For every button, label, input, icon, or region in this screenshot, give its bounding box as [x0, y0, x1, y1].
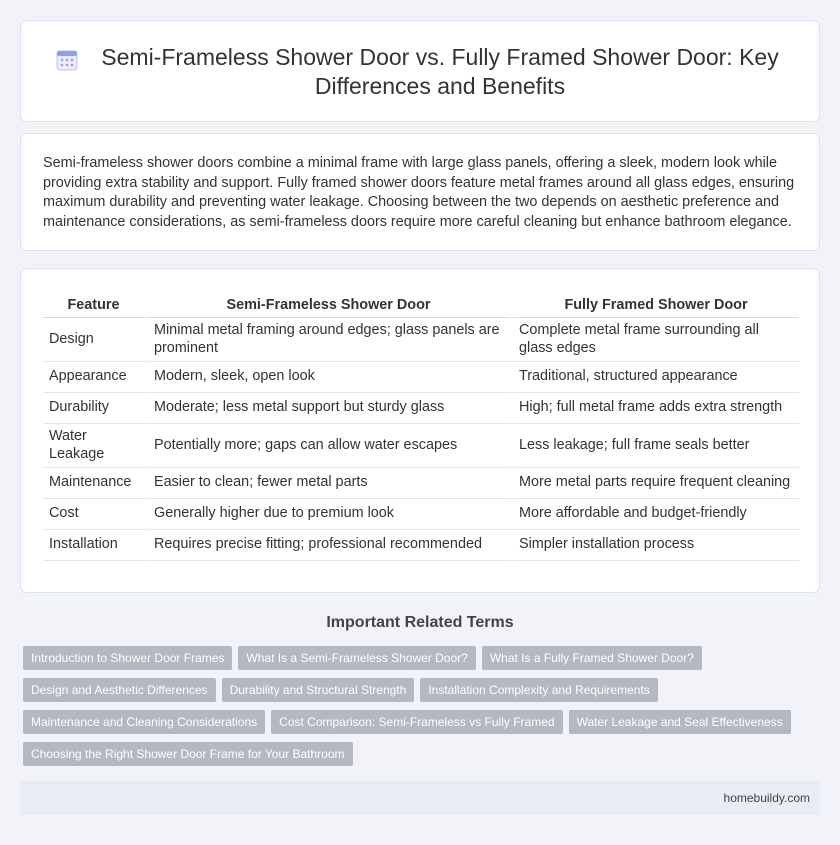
row-fully-framed: Simpler installation process [513, 530, 799, 561]
row-feature: Installation [43, 530, 148, 561]
row-fully-framed: High; full metal frame adds extra strength [513, 393, 799, 424]
related-term-tag[interactable]: Installation Complexity and Requirements [420, 678, 657, 702]
related-terms-list [23, 646, 813, 774]
table-row [43, 424, 799, 468]
row-feature: Appearance [43, 362, 148, 393]
row-fully-framed: More metal parts require frequent cleaning [513, 468, 799, 499]
related-term-tag[interactable]: Water Leakage and Seal Effectiveness [569, 710, 791, 734]
row-fully-framed: Traditional, structured appearance [513, 362, 799, 393]
row-fully-framed: Less leakage; full frame seals better [513, 424, 799, 468]
row-semi-frameless: Requires precise fitting; professional recommended [148, 530, 513, 561]
table-row [43, 318, 799, 362]
related-term-tag[interactable]: What Is a Fully Framed Shower Door? [482, 646, 702, 670]
row-feature: Design [43, 318, 148, 362]
table-row [43, 393, 799, 424]
row-feature: Durability [43, 393, 148, 424]
table-row [43, 499, 799, 530]
row-fully-framed: Complete metal frame surrounding all glass edges [513, 318, 799, 362]
row-fully-framed: More affordable and budget-friendly [513, 499, 799, 530]
row-semi-frameless: Minimal metal framing around edges; glass panels are prominent [148, 318, 513, 362]
title-card [20, 20, 820, 122]
related-term-tag[interactable]: Cost Comparison: Semi-Frameless vs Fully Framed [271, 710, 562, 734]
related-term-tag[interactable]: Maintenance and Cleaning Considerations [23, 710, 265, 734]
row-feature: Cost [43, 499, 148, 530]
related-term-tag[interactable]: Introduction to Shower Door Frames [23, 646, 232, 670]
row-semi-frameless: Generally higher due to premium look [148, 499, 513, 530]
related-term-tag[interactable]: Design and Aesthetic Differences [23, 678, 216, 702]
footer-site-link[interactable]: homebuildy.com [723, 791, 810, 805]
comparison-table-card [20, 268, 820, 593]
table-row [43, 530, 799, 561]
related-term-tag[interactable]: What Is a Semi-Frameless Shower Door? [238, 646, 475, 670]
header-semi-frameless: Semi-Frameless Shower Door [148, 293, 513, 318]
row-semi-frameless: Potentially more; gaps can allow water escapes [148, 424, 513, 468]
intro-card [20, 133, 820, 251]
intro-paragraph: Semi-frameless shower doors combine a minimal frame with large glass panels, offering a sleek, modern look while providing extra stability and support. Fully framed shower doors feature metal frames around all glass edges, ensuring maximum durability and preventing water leakage. Choosing between the two depends on aesthetic preference and maintenance considerations, as semi-frameless doors require more careful cleaning but enhance bathroom elegance. [43, 155, 795, 230]
header-fully-framed: Fully Framed Shower Door [513, 293, 799, 318]
row-semi-frameless: Easier to clean; fewer metal parts [148, 468, 513, 499]
related-terms-title: Important Related Terms [326, 614, 514, 631]
comparison-table [43, 293, 799, 561]
row-semi-frameless: Moderate; less metal support but sturdy glass [148, 393, 513, 424]
row-feature: Maintenance [43, 468, 148, 499]
header-feature: Feature [43, 293, 148, 318]
footer [20, 781, 820, 815]
page-title: Semi-Frameless Shower Door vs. Fully Framed Shower Door: Key Differences and Benefits [101, 44, 779, 99]
table-header-row [43, 293, 799, 318]
row-semi-frameless: Modern, sleek, open look [148, 362, 513, 393]
row-feature: Water Leakage [43, 424, 148, 468]
related-term-tag[interactable]: Choosing the Right Shower Door Frame for Your Bathroom [23, 742, 353, 766]
related-term-tag[interactable]: Durability and Structural Strength [222, 678, 415, 702]
table-row [43, 468, 799, 499]
table-row [43, 362, 799, 393]
